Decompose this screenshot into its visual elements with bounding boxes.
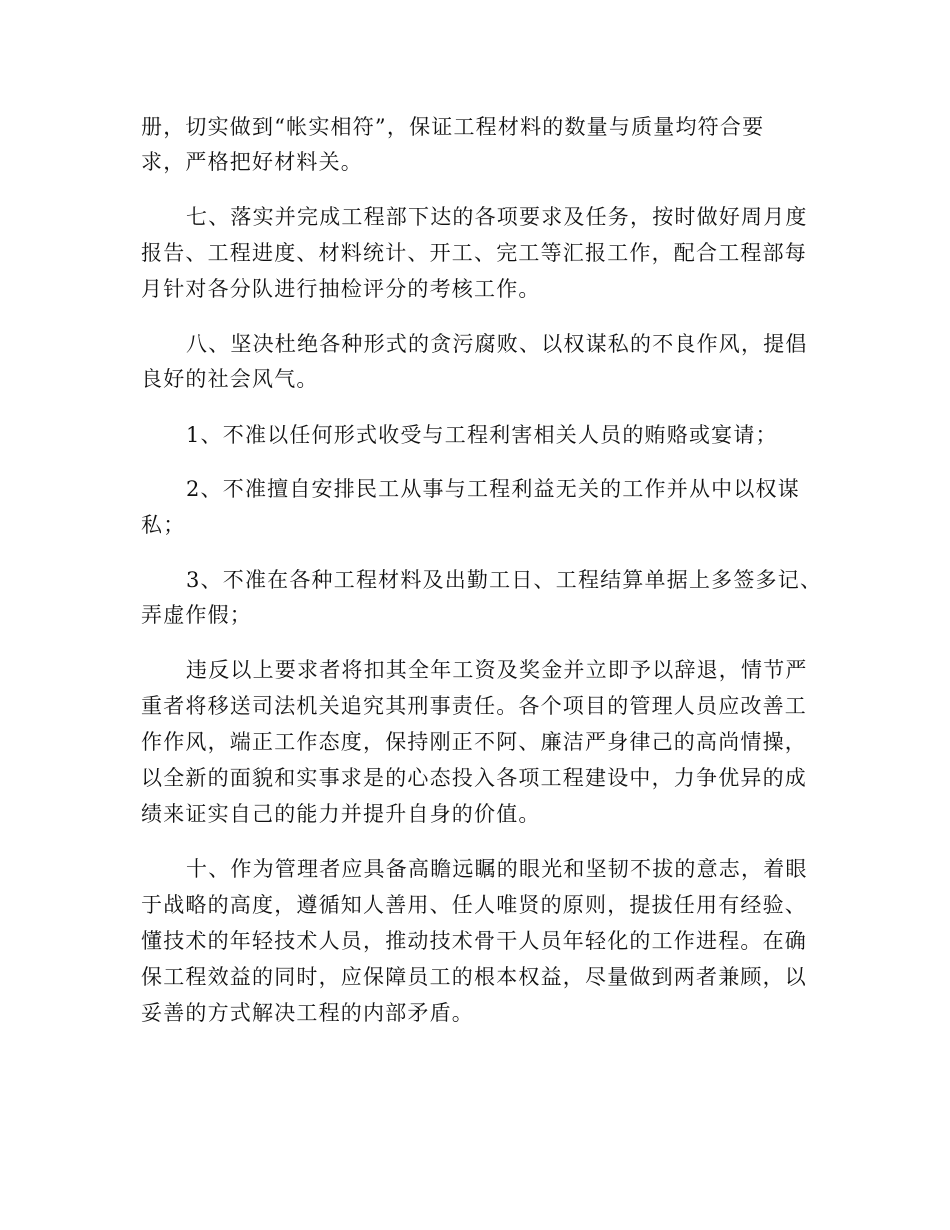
text-line: 十、作为管理者应具备高瞻远瞩的眼光和坚韧不拔的意志，着眼 [186,857,808,881]
text-line: 作作风，端正工作态度，保持刚正不阿、廉洁严身律己的高尚情操， [141,730,807,754]
text-line: 保工程效益的同时，应保障员工的根本权益，尽量做到两者兼顾，以 [141,965,807,989]
text-line: 私； [141,513,186,537]
text-line: 以全新的面貌和实事求是的心态投入各项工程建设中，力争优异的成 [141,766,807,790]
text-line: 绩来证实自己的能力并提升自身的价值。 [141,802,541,826]
text-line: 报告、工程进度、材料统计、开工、完工等汇报工作，配合工程部每 [141,241,807,265]
text-line: 1、不准以任何形式收受与工程利害相关人员的贿赂或宴请； [186,423,778,447]
text-line: 重者将移送司法机关追究其刑事责任。各个项目的管理人员应改善工 [141,694,807,718]
text-line: 册，切实做到“帐实相符”，保证工程材料的数量与质量均符合要 [141,115,765,139]
text-line: 3、不准在各种工程材料及出勤工日、工程结算单据上多签多记、 [186,568,823,592]
text-line: 八、坚决杜绝各种形式的贪污腐败、以权谋私的不良作风，提倡 [186,332,808,356]
text-line: 于战略的高度，遵循知人善用、任人唯贤的原则，提拔任用有经验、 [141,893,807,917]
text-line: 七、落实并完成工程部下达的各项要求及任务，按时做好周月度 [186,205,808,229]
text-line: 2、不准擅自安排民工从事与工程利益无关的工作并从中以权谋 [186,477,800,501]
text-line: 求，严格把好材料关。 [141,150,363,174]
text-line: 月针对各分队进行抽检评分的考核工作。 [141,277,541,301]
text-line: 良好的社会风气。 [141,367,319,391]
text-line: 懂技术的年轻技术人员，推动技术骨干人员年轻化的工作进程。在确 [141,929,807,953]
text-line: 弄虚作假； [141,603,252,627]
text-line: 违反以上要求者将扣其全年工资及奖金并立即予以辞退，情节严 [186,658,808,682]
text-line: 妥善的方式解决工程的内部矛盾。 [141,1001,474,1025]
